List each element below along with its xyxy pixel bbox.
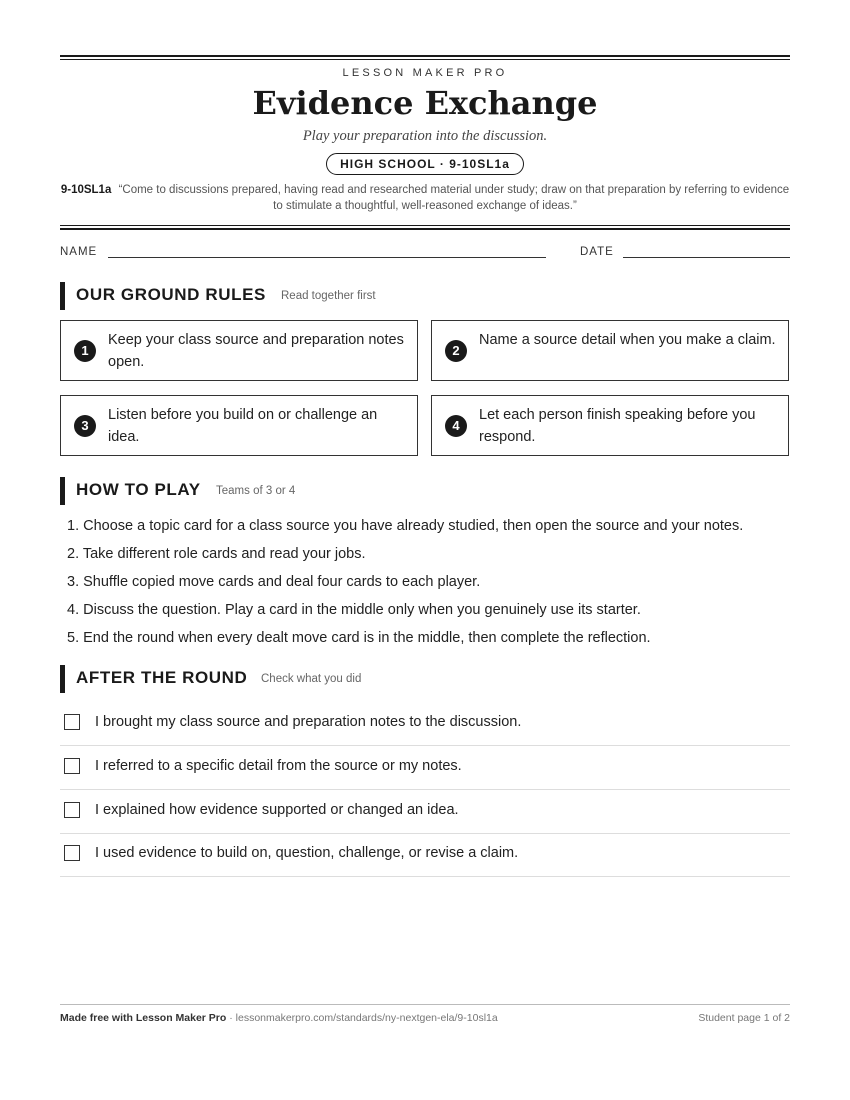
ground-rules-note: Read together first (281, 290, 376, 302)
standard-statement (60, 182, 790, 214)
name-date-row (60, 246, 790, 262)
brand-name: LESSON MAKER PRO (342, 67, 508, 79)
reflection-checkbox[interactable] (64, 758, 80, 774)
reflection-item-text: I explained how evidence supported or changed an idea. (95, 802, 459, 818)
ground-rule-text: Let each person finish speaking before you respond. (479, 407, 756, 445)
footer (60, 1012, 790, 1024)
number-badge-icon: 1 (74, 340, 96, 362)
top-rule (60, 55, 790, 57)
worksheet-page (60, 0, 790, 1100)
step-item: 5. End the round when every dealt move card is in the middle, then complete the reflection. (67, 630, 651, 646)
reflection-checkbox[interactable] (64, 802, 80, 818)
ground-rule-card (431, 320, 789, 381)
how-to-play-heading: HOW TO PLAY (76, 480, 201, 499)
date-label: DATE (580, 246, 614, 258)
ground-rule-card (60, 320, 418, 381)
ground-rule-text: Listen before you build on or challenge an idea. (108, 407, 378, 445)
ground-rules-heading: OUR GROUND RULES (76, 285, 266, 304)
reflection-check-row (60, 701, 790, 746)
reflection-check-row (60, 832, 790, 877)
footer-page-number: Student page 1 of 2 (698, 1012, 790, 1024)
ground-rule-text: Name a source detail when you make a claim. (479, 332, 776, 348)
after-round-note: Check what you did (261, 673, 362, 685)
step-item: 3. Shuffle copied move cards and deal four cards to each player. (67, 574, 481, 590)
header-bottom-rule (60, 228, 790, 230)
how-to-play-note: Teams of 3 or 4 (216, 485, 296, 497)
reflection-item-text: I used evidence to build on, question, challenge, or revise a claim. (95, 845, 519, 861)
reflection-check-row (60, 745, 790, 790)
section-bar (60, 282, 65, 310)
after-round-heading: AFTER THE ROUND (76, 668, 248, 687)
footer-rule (60, 1004, 790, 1005)
badge-wrap (60, 153, 790, 175)
how-to-play-steps (67, 512, 787, 652)
name-label: NAME (60, 246, 98, 258)
name-field[interactable] (108, 257, 546, 258)
page-subtitle: Play your preparation into the discussion. (302, 128, 548, 144)
number-badge-icon: 3 (74, 415, 96, 437)
number-badge-icon: 2 (445, 340, 467, 362)
number-badge-icon: 4 (445, 415, 467, 437)
reflection-check-row (60, 789, 790, 834)
section-bar (60, 665, 65, 693)
reflection-item-text: I brought my class source and preparation notes to the discussion. (95, 714, 522, 730)
ground-rule-card (431, 395, 789, 456)
date-field[interactable] (623, 257, 790, 258)
standard-code: 9-10SL1a (60, 184, 112, 196)
step-item: 4. Discuss the question. Play a card in the middle only when you genuinely use its starter. (67, 602, 641, 618)
section-bar (60, 477, 65, 505)
reflection-checkbox[interactable] (64, 714, 80, 730)
page-title: Evidence Exchange (252, 84, 598, 122)
step-item: 2. Take different role cards and read your jobs. (67, 546, 366, 562)
standard-text: “Come to discussions prepared, having read and researched material under study; draw on that preparation by referring to evidence to stimulate a thoughtful, well-reasoned exchange of ideas.” (118, 184, 790, 212)
footer-url[interactable]: lessonmakerpro.com/standards/ny-nextgen-ela/9-10sl1a (235, 1012, 498, 1024)
reflection-item-text: I referred to a specific detail from the source or my notes. (95, 758, 462, 774)
grade-standard-badge: HIGH SCHOOL · 9-10SL1a (326, 153, 524, 175)
header-bottom-rule-thin (60, 225, 790, 226)
reflection-checkbox[interactable] (64, 845, 80, 861)
footer-separator: · (226, 1012, 236, 1024)
step-item: 1. Choose a topic card for a class source you have already studied, then open the source and your notes. (67, 518, 744, 534)
ground-rule-text: Keep your class source and preparation notes open. (108, 332, 404, 370)
footer-made-with: Made free with Lesson Maker Pro (60, 1012, 227, 1024)
ground-rule-card (60, 395, 418, 456)
top-rule-thin (60, 59, 790, 60)
